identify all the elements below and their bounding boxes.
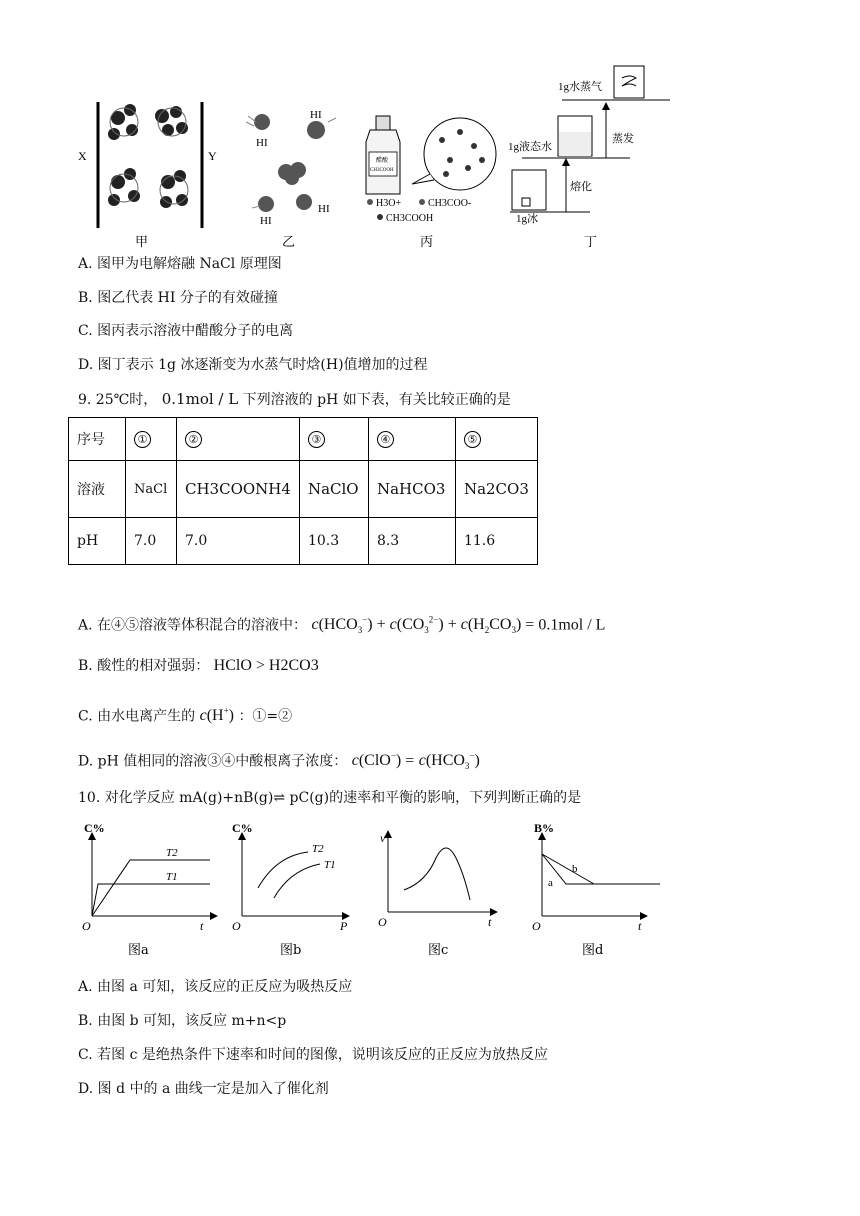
graph-c-caption: 图c: [428, 943, 449, 958]
graph-a-origin: O: [82, 919, 91, 933]
table-cell: CH3COONH4: [177, 461, 300, 518]
table-row: [69, 418, 538, 461]
legend-ch3cooh: CH3COOH: [386, 213, 434, 224]
graph-d-curve-a: a: [548, 877, 553, 889]
evaporate-label: 蒸发: [612, 133, 634, 145]
graph-c-origin: O: [378, 915, 387, 929]
label-y: Y: [208, 149, 217, 163]
table-cell: 10.3: [299, 518, 368, 565]
table-cell: Na2CO3: [455, 461, 537, 518]
q8-option-c: C. 图丙表示溶液中醋酸分子的电离: [78, 323, 294, 339]
graph-d: [532, 821, 660, 958]
table-cell: 7.0: [126, 518, 177, 565]
q9-option-d-rhs: $c(HCO_3^-)$: [418, 751, 480, 772]
q9-stem-suffix: 下列溶液的 pH 如下表，有关比较正确的是: [242, 392, 511, 408]
graph-a-xlabel: t: [200, 919, 204, 933]
bottle-label-2: CH3COOH: [370, 168, 394, 173]
table-cell: 7.0: [177, 518, 300, 565]
q9-option-b-expr: HClO > H2CO3: [213, 657, 319, 674]
legend-h3o: H3O+: [376, 198, 402, 209]
q9-option-c: [78, 701, 292, 726]
ice-label: 1g冰: [516, 213, 538, 225]
table-header-cell-label: ②: [185, 431, 202, 448]
table-cell: NaClO: [299, 461, 368, 518]
graph-a-ylabel: C%: [84, 821, 105, 835]
caption-yi: 乙: [282, 235, 296, 250]
q9-stem-conc: 0.1mol / L: [161, 390, 239, 408]
q10-option-d: D. 图 d 中的 a 曲线一定是加入了催化剂: [78, 1081, 329, 1097]
q10-stem: 10. 对化学反应 mA(g)+nB(g)⇌ pC(g)的速率和平衡的影响，下列判断正确的是: [78, 790, 582, 806]
steam-label: 1g水蒸气: [558, 81, 602, 93]
q10-option-a: A. 由图 a 可知，该反应的正反应为吸热反应: [78, 979, 353, 995]
table-header-cell: [126, 418, 177, 461]
q8-option-d: D. 图丁表示 1g 冰逐渐变为水蒸气时焓(H)值增加的过程: [78, 357, 428, 373]
hi-label-3: HI: [260, 215, 272, 227]
q10-option-c: C. 若图 c 是绝热条件下速率和时间的图像，说明该反应的正反应为放热反应: [78, 1047, 548, 1063]
table-row-label: pH: [69, 518, 126, 565]
table-header-cell: 序号: [69, 418, 126, 461]
graph-d-caption: 图d: [582, 943, 604, 958]
table-row: [69, 461, 538, 518]
graph-d-ylabel: B%: [534, 821, 555, 835]
graph-b-caption: 图b: [280, 943, 302, 958]
table-row-label: 溶液: [69, 461, 126, 518]
caption-bing: 丙: [420, 235, 434, 250]
table-header-cell: [455, 418, 537, 461]
figure-yi: [246, 109, 336, 250]
graph-a-curve-t1: T1: [166, 871, 178, 883]
q9-option-a-formula: $c(HCO_3^-) + c(CO_3^{2-}) + c(H_2CO_3)$: [311, 615, 526, 636]
graph-c-ylabel: v: [380, 831, 386, 845]
graph-c-xlabel: t: [488, 915, 492, 929]
graph-b: [232, 821, 350, 958]
hi-label-2: HI: [256, 137, 268, 149]
melt-label: 熔化: [570, 181, 592, 193]
q9-option-a-prefix: A. 在④⑤溶液等体积混合的溶液中：: [78, 617, 308, 634]
table-cell: 8.3: [368, 518, 455, 565]
q9-stem-prefix: 9. 25℃时，: [78, 392, 158, 408]
q9-option-d-lhs: c(ClO−): [351, 751, 406, 770]
q8-option-b: B. 图乙代表 HI 分子的有效碰撞: [78, 290, 278, 306]
legend-ch3coo: CH3COO-: [428, 198, 472, 209]
graph-d-origin: O: [532, 919, 541, 933]
q10-option-b: B. 由图 b 可知，该反应 m+n<p: [78, 1013, 287, 1029]
table-header-cell-label: ④: [377, 431, 394, 448]
graph-a-caption: 图a: [128, 943, 149, 958]
ph-table: [68, 417, 538, 565]
q9-option-d: [78, 746, 480, 777]
figure-bing: [366, 116, 496, 250]
q9-stem: [78, 389, 511, 410]
table-cell: NaCl: [126, 461, 177, 518]
figure-jia: [78, 102, 217, 250]
q9-option-c-formula: c(H+): [199, 706, 234, 725]
q9-option-a: [78, 610, 605, 641]
q9-option-c-prefix: C. 由水电离产生的: [78, 708, 196, 725]
q9-option-a-rhs: = 0.1mol / L: [525, 616, 606, 634]
bottle-label-1: 醋酸: [376, 158, 389, 164]
figure-ding: [508, 66, 670, 250]
q9-option-b-prefix: B. 酸性的相对强弱：: [78, 658, 210, 674]
table-header-cell: [177, 418, 300, 461]
graph-b-curve-t1: T1: [324, 859, 336, 871]
graph-a-curve-t2: T2: [166, 847, 178, 859]
table-header-cell-label: ①: [134, 431, 151, 448]
figures-svg: [70, 60, 690, 250]
table-cell: NaHCO3: [368, 461, 455, 518]
graph-d-xlabel: t: [638, 919, 642, 933]
hi-label-4: HI: [318, 203, 330, 215]
graph-b-xlabel: P: [340, 919, 348, 933]
caption-ding: 丁: [584, 235, 598, 250]
table-header-cell-label: ⑤: [464, 431, 481, 448]
graph-b-ylabel: C%: [232, 821, 253, 835]
q9-option-d-eq: =: [405, 752, 415, 770]
q10-graphs-svg: [70, 818, 670, 966]
table-header-cell-label: ③: [308, 431, 325, 448]
q8-option-a: A. 图甲为电解熔融 NaCl 原理图: [78, 256, 282, 272]
table-row: [69, 518, 538, 565]
figure-row-q8: [70, 60, 690, 250]
label-x: X: [78, 149, 87, 163]
liquid-label: 1g液态水: [508, 141, 552, 153]
graph-b-curve-t2: T2: [312, 843, 324, 855]
graph-a: [82, 821, 218, 958]
hi-label-1: HI: [310, 109, 322, 121]
q9-option-d-prefix: D. pH 值相同的溶液③④中酸根离子浓度：: [78, 753, 348, 770]
graph-c: [378, 830, 498, 958]
graph-b-origin: O: [232, 919, 241, 933]
table-header-cell: [368, 418, 455, 461]
caption-jia: 甲: [135, 235, 149, 250]
q9-option-c-suffix: ：①=②: [238, 708, 293, 725]
q10-graphs: [70, 818, 670, 966]
table-cell: 11.6: [455, 518, 537, 565]
q9-option-b: [78, 656, 319, 676]
table-header-cell: [299, 418, 368, 461]
graph-d-curve-b: b: [572, 863, 578, 875]
